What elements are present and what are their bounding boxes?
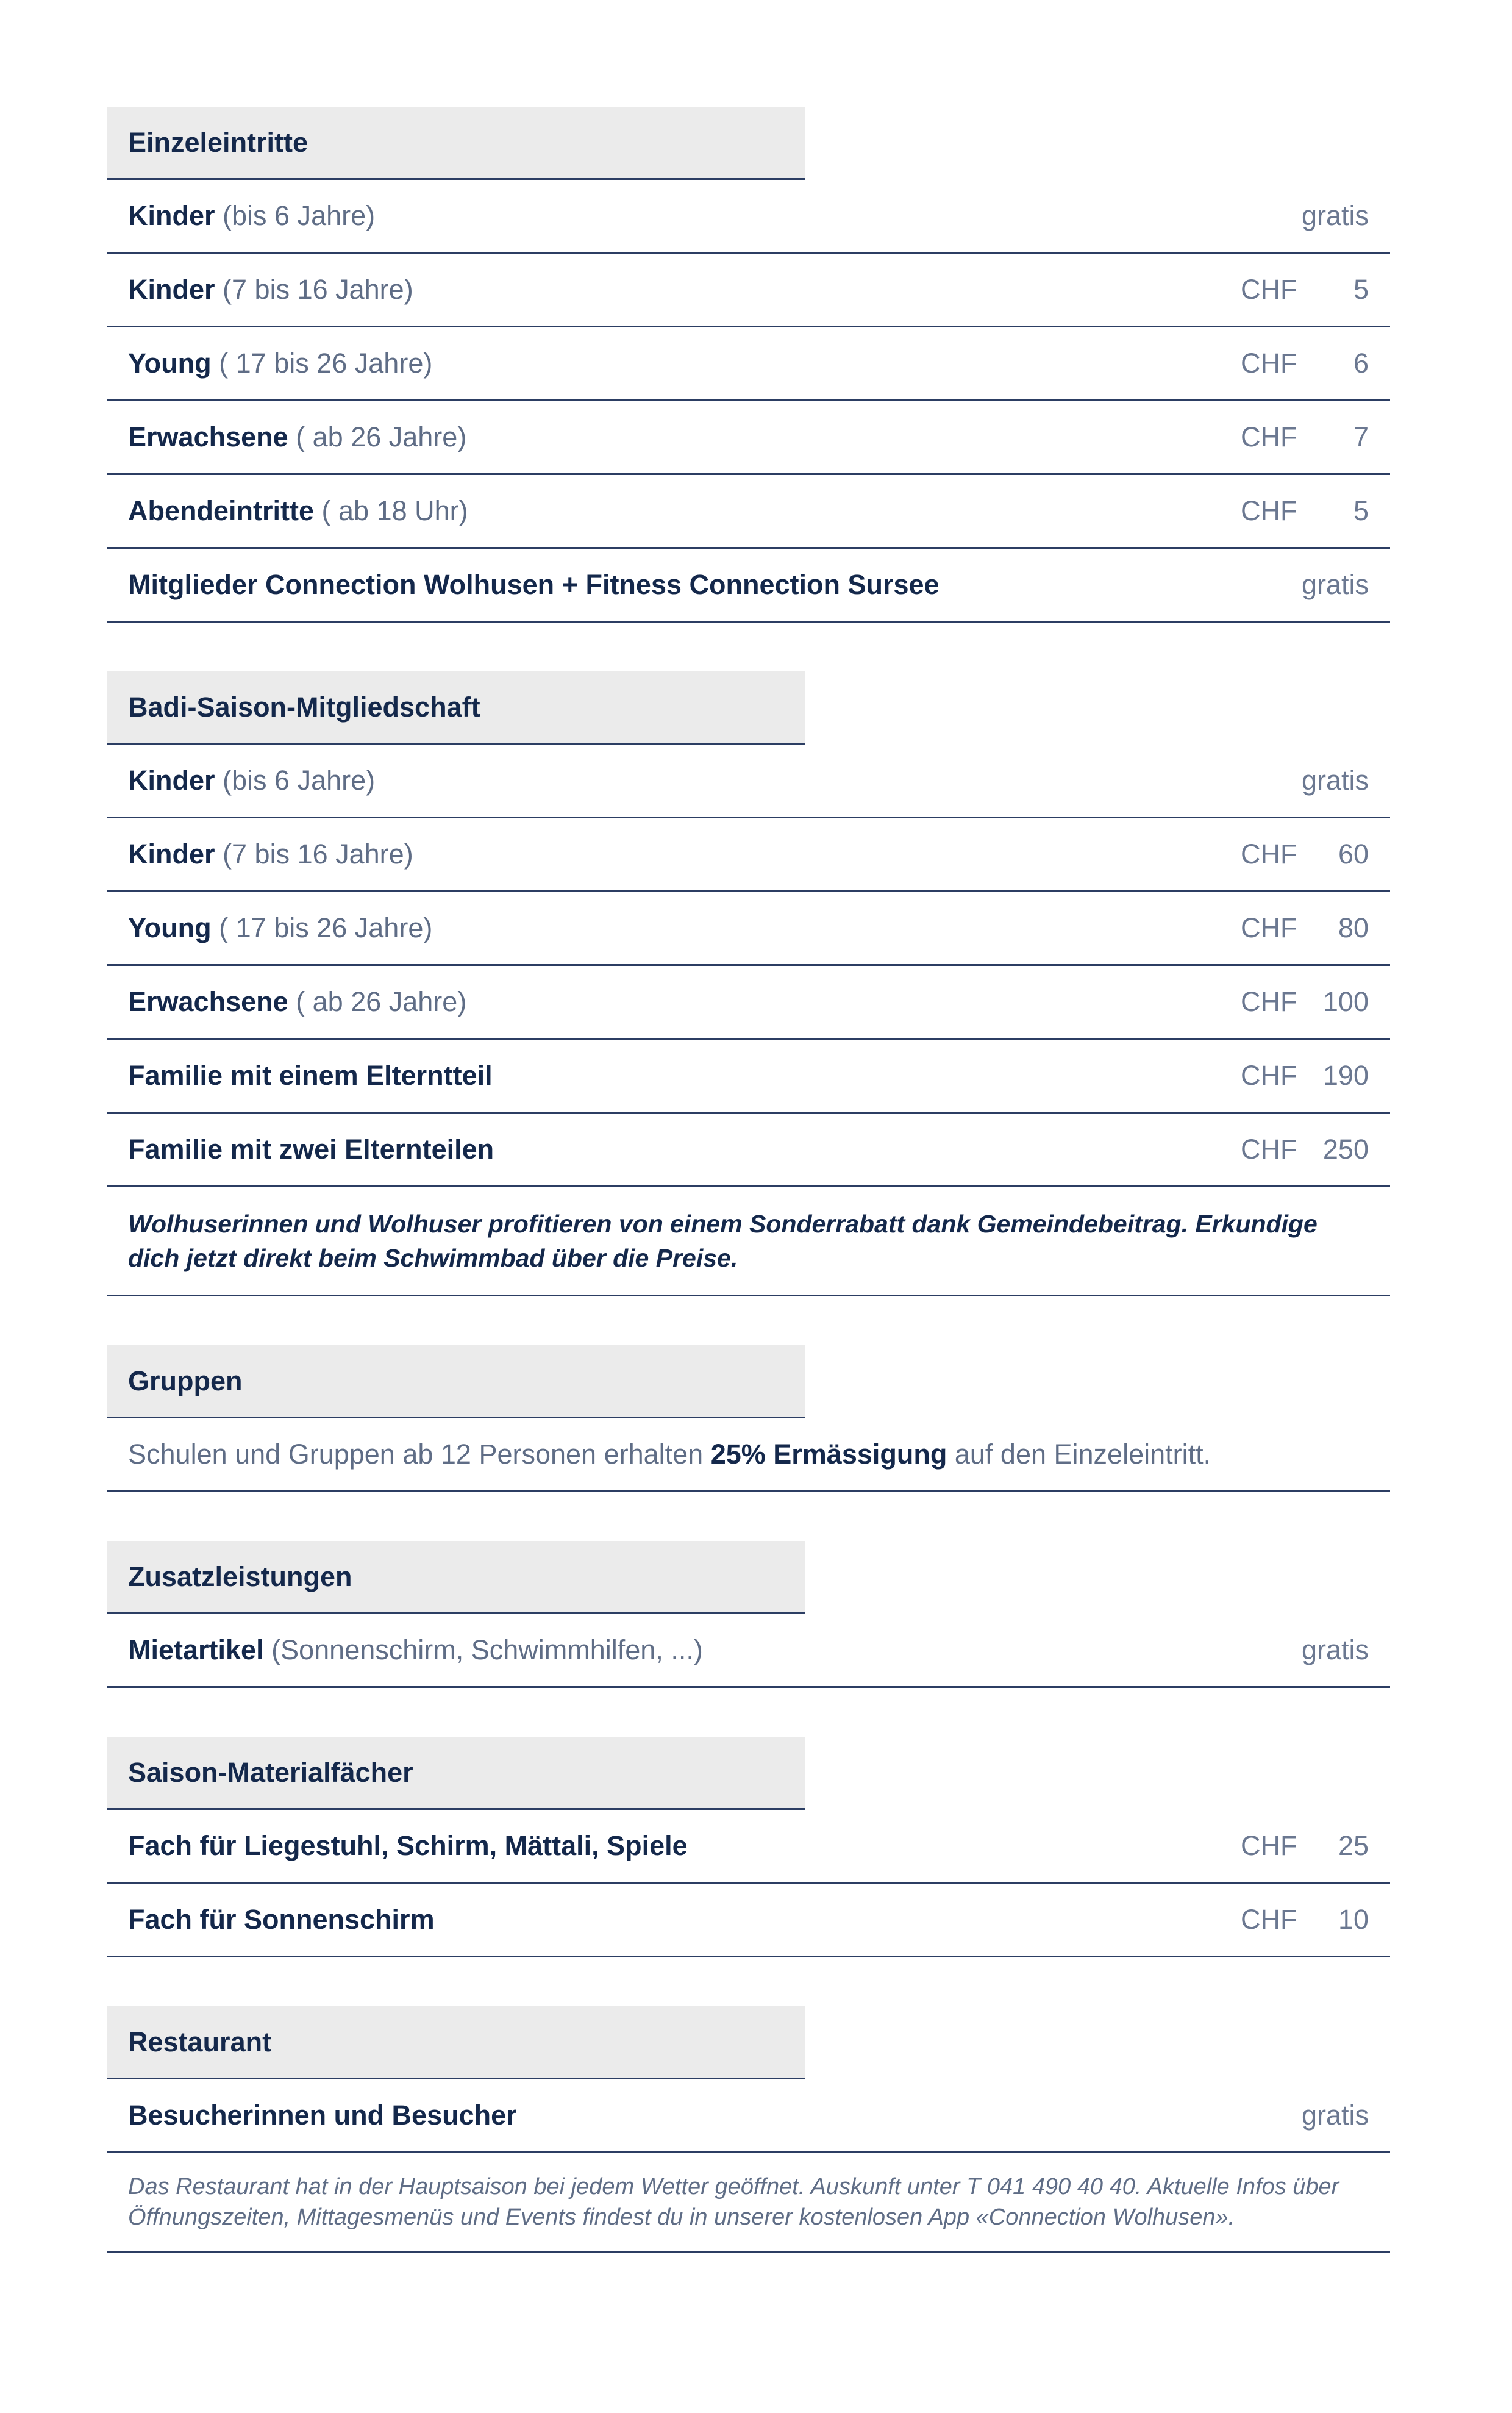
row-label: Kinder — [128, 838, 215, 870]
section-title: Zusatzleistungen — [107, 1541, 805, 1614]
price-row — [107, 2079, 1390, 2153]
row-price: gratis — [1301, 200, 1369, 231]
row-currency: CHF — [1241, 1830, 1297, 1861]
row-sublabel: (bis 6 Jahre) — [223, 765, 376, 796]
row-label: Besucherinnen und Besucher — [128, 2100, 517, 2131]
row-amount: 60 — [1338, 838, 1369, 870]
row-label: Abendeintritte — [128, 495, 315, 526]
row-label: Familie mit einem Elterntteil — [128, 1060, 493, 1091]
price-list — [107, 107, 1390, 2301]
row-amount: 10 — [1338, 1904, 1369, 1935]
row-sublabel: ( ab 18 Uhr) — [321, 495, 468, 526]
row-label: Kinder — [128, 200, 215, 231]
info-text-after: auf den Einzeleintritt. — [947, 1439, 1211, 1470]
section-note: Das Restaurant hat in der Hauptsaison bei jedem Wetter geöffnet. Auskunft unter T 041 490 40 40. Aktuelle Infos über Öffnungszeiten, Mittagesmenüs und Events findest du in unserer kostenlosen App «Connection Wolhusen». — [107, 2153, 1390, 2253]
row-currency: CHF — [1241, 274, 1297, 305]
row-price: gratis — [1301, 765, 1369, 796]
price-row — [107, 818, 1390, 892]
price-row — [107, 1810, 1390, 1884]
row-currency: CHF — [1241, 986, 1297, 1017]
section-title: Einzeleintritte — [107, 107, 805, 180]
row-label: Kinder — [128, 765, 215, 796]
section-einzeleintritte — [107, 107, 1390, 623]
row-label: Familie mit zwei Elternteilen — [128, 1134, 494, 1165]
price-row — [107, 1040, 1390, 1114]
section-title: Badi-Saison-Mitgliedschaft — [107, 671, 805, 745]
row-sublabel: (Sonnenschirm, Schwimmhilfen, ...) — [271, 1634, 703, 1665]
row-price: gratis — [1301, 2100, 1369, 2131]
price-row — [107, 892, 1390, 966]
price-row — [107, 475, 1390, 549]
price-row — [107, 966, 1390, 1040]
row-currency: CHF — [1241, 838, 1297, 870]
row-currency: CHF — [1241, 348, 1297, 379]
row-label: Erwachsene — [128, 421, 288, 452]
row-amount: 80 — [1338, 912, 1369, 943]
row-label: Kinder — [128, 274, 215, 305]
row-sublabel: (7 bis 16 Jahre) — [223, 838, 413, 870]
row-label: Young — [128, 912, 212, 943]
row-amount: 250 — [1322, 1134, 1369, 1165]
price-row — [107, 180, 1390, 254]
row-sublabel: ( ab 26 Jahre) — [296, 986, 467, 1017]
row-currency: CHF — [1241, 421, 1297, 452]
row-amount: 25 — [1338, 1830, 1369, 1861]
row-currency: CHF — [1241, 1060, 1297, 1091]
price-row — [107, 327, 1390, 401]
row-sublabel: (7 bis 16 Jahre) — [223, 274, 413, 305]
row-amount: 6 — [1353, 348, 1369, 379]
row-sublabel: ( 17 bis 26 Jahre) — [219, 348, 433, 379]
row-currency: CHF — [1241, 1134, 1297, 1165]
row-sublabel: (bis 6 Jahre) — [223, 200, 376, 231]
row-amount: 5 — [1353, 495, 1369, 526]
row-amount: 7 — [1353, 421, 1369, 452]
price-row — [107, 1884, 1390, 1957]
info-text-bold: 25% Ermässigung — [710, 1439, 947, 1470]
section-zusatzleistungen — [107, 1541, 1390, 1688]
row-amount: 190 — [1322, 1060, 1369, 1091]
section-title: Gruppen — [107, 1345, 805, 1418]
row-currency: CHF — [1241, 495, 1297, 526]
row-price: gratis — [1301, 569, 1369, 600]
section-note: Wolhuserinnen und Wolhuser profitieren von einem Sonderrabatt dank Gemeindebeitrag. Erkundige dich jetzt direkt beim Schwimmbad über die Preise. — [107, 1187, 1390, 1296]
row-sublabel: ( ab 26 Jahre) — [296, 421, 467, 452]
section-restaurant — [107, 2006, 1390, 2253]
section-title: Restaurant — [107, 2006, 805, 2079]
row-label: Mitglieder Connection Wolhusen + Fitness Connection Sursee — [128, 569, 940, 600]
row-label: Fach für Sonnenschirm — [128, 1904, 435, 1935]
row-currency: CHF — [1241, 1904, 1297, 1935]
section-materialfaecher — [107, 1737, 1390, 1957]
price-row — [107, 549, 1390, 623]
section-gruppen — [107, 1345, 1390, 1492]
row-price: gratis — [1301, 1634, 1369, 1665]
row-label: Erwachsene — [128, 986, 288, 1017]
price-row — [107, 401, 1390, 475]
price-row — [107, 1614, 1390, 1688]
row-sublabel: ( 17 bis 26 Jahre) — [219, 912, 433, 943]
info-row — [107, 1418, 1390, 1492]
section-title: Saison-Materialfächer — [107, 1737, 805, 1810]
row-amount: 100 — [1322, 986, 1369, 1017]
row-label: Mietartikel — [128, 1634, 264, 1665]
info-text-before: Schulen und Gruppen ab 12 Personen erhalten — [128, 1439, 711, 1470]
row-amount: 5 — [1353, 274, 1369, 305]
section-badi-saison — [107, 671, 1390, 1296]
price-row — [107, 745, 1390, 818]
price-row — [107, 254, 1390, 327]
row-currency: CHF — [1241, 912, 1297, 943]
row-label: Young — [128, 348, 212, 379]
row-label: Fach für Liegestuhl, Schirm, Mättali, Spiele — [128, 1830, 688, 1861]
price-row — [107, 1114, 1390, 1187]
